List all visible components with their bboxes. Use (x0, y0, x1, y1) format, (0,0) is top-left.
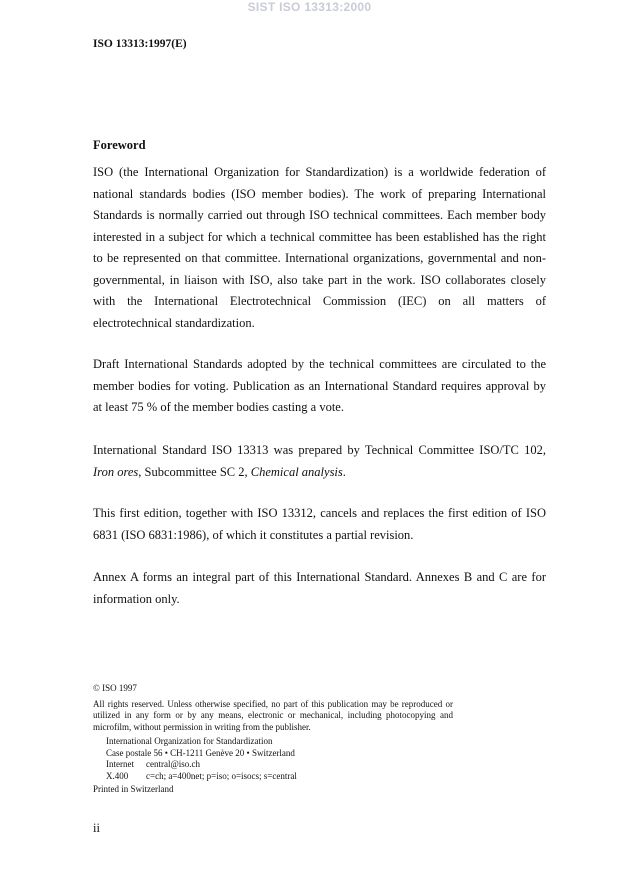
copyright-line: © ISO 1997 (93, 683, 137, 693)
internet-value: central@iso.ch (146, 759, 201, 769)
preparation-prefix: International Standard ISO 13313 was prepared by Technical Committee ISO/TC 102, (93, 443, 546, 457)
document-id: ISO 13313:1997(E) (93, 38, 187, 50)
paragraph-edition: This first edition, together with ISO 13312, cancels and replaces the first edition of ISO 6831 (ISO 6831:1986), of which it constitutes a partial revision. (93, 506, 546, 542)
publisher-address (93, 736, 453, 782)
x400-row (106, 771, 453, 783)
printed-in: Printed in Switzerland (93, 784, 174, 794)
paragraph-annexes: Annex A forms an integral part of this International Standard. Annexes B and C are for information only. (93, 570, 546, 606)
committee-title: Iron ores (93, 464, 139, 479)
paragraph-preparation (93, 440, 546, 483)
watermark: SIST ISO 13313:2000 (247, 0, 372, 14)
section-heading: Foreword (93, 138, 146, 152)
rights-statement: All rights reserved. Unless otherwise specified, no part of this publication may be reproduced or utilized in any form or by any means, electronic or mechanical, including photocopying and microfilm, without permission in writing from the publisher. (93, 698, 453, 732)
paragraph-iso-overview: ISO (the International Organization for Standardization) is a worldwide federation of national standards bodies (ISO member bodies). The work of preparing International Standards is normally carried out through ISO technical committees. Each member body interested in a subject for which a technical committee has been established has the right to be represented on that committee. International organizations, governmental and non-governmental, in liaison with ISO, also take part in the work. ISO collaborates closely with the International Electrotechnical Commission (IEC) on all matters of electrotechnical standardization. (93, 165, 546, 330)
preparation-middle: , Subcommittee SC 2, (138, 464, 251, 479)
preparation-suffix: . (342, 464, 346, 479)
page-number: ii (93, 821, 100, 835)
x400-value: c=ch; a=400net; p=iso; o=isocs; s=central (146, 770, 297, 781)
paragraph-draft-standards: Draft International Standards adopted by the technical committees are circulated to the member bodies for voting. Publication as an International Standard requires approval by at least 75 % of the member bodies casting a vote. (93, 357, 546, 414)
subcommittee-title: Chemical analysis (250, 464, 343, 479)
internet-row (106, 759, 453, 771)
postal-address: Case postale 56 • CH-1211 Genève 20 • Switzerland (106, 747, 295, 758)
copyright-footer (93, 683, 453, 796)
internet-label: Internet (106, 759, 134, 769)
organization-name: International Organization for Standardization (106, 736, 273, 746)
x400-label: X.400 (106, 770, 129, 781)
